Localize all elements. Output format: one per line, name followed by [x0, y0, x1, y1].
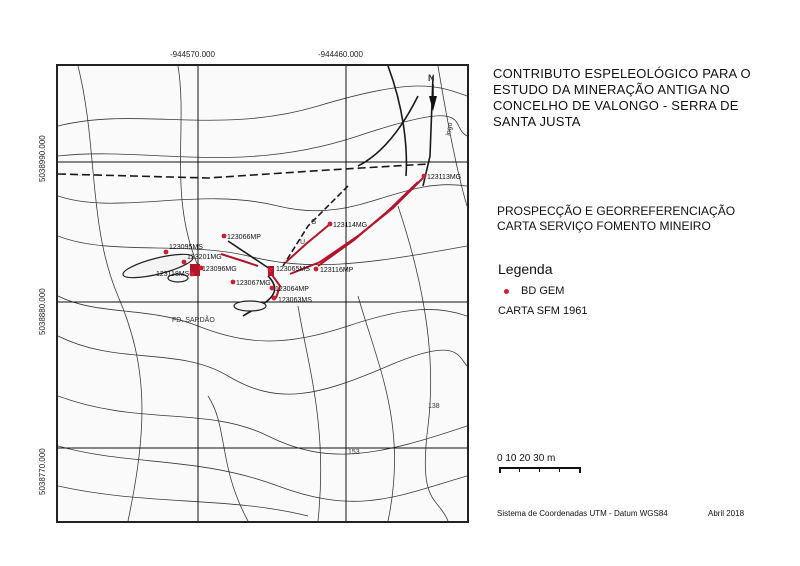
place-label-u: U [300, 239, 306, 246]
point-marker[interactable] [190, 272, 195, 277]
map-canvas[interactable] [58, 66, 467, 521]
point-label: 123118MS [156, 271, 190, 278]
legend-item-label: BD GEM [521, 285, 565, 297]
point-label: 123201MG [187, 254, 222, 261]
point-label: 123066MP [227, 234, 261, 241]
point-label: 123064MP [275, 286, 309, 293]
point-marker[interactable] [272, 296, 277, 301]
contour-lines [58, 66, 467, 521]
coord-left-1: 5038990.000 [38, 135, 47, 182]
point-label: 123113MG [427, 174, 462, 181]
map-annotations [172, 122, 454, 456]
subtitle-line-1: PROSPECÇÃO E GEORREFERENCIAÇÃO [497, 204, 736, 218]
subtitle-line-2: CARTA SERVIÇO FOMENTO MINEIRO [497, 219, 711, 233]
point-marker[interactable] [268, 268, 273, 273]
point-marker[interactable] [328, 222, 333, 227]
red-dot-icon [504, 289, 509, 294]
point-label: 123096MG [202, 266, 237, 273]
point-marker[interactable] [222, 234, 227, 239]
point-marker[interactable] [270, 286, 275, 291]
north-label: N [428, 73, 435, 83]
coord-top-2: -944460.000 [318, 50, 363, 59]
legend-note: CARTA SFM 1961 [498, 305, 588, 317]
point-marker[interactable] [422, 174, 427, 179]
point-label: 123095MS [169, 244, 203, 251]
point-marker[interactable] [231, 280, 236, 285]
point-marker[interactable] [314, 267, 319, 272]
point-label: 123067MG [236, 280, 271, 287]
coord-left-2: 5038880.000 [38, 288, 47, 335]
survey-points [156, 174, 461, 304]
map-frame[interactable] [56, 64, 469, 523]
point-marker[interactable] [164, 250, 169, 255]
place-label-138: 138 [428, 403, 440, 410]
crs-footer: Sistema de Coordenadas UTM - Datum WGS84 [497, 509, 668, 518]
road-lines [58, 66, 433, 316]
point-label: 123065MS [276, 266, 310, 273]
place-label-153: 153 [348, 449, 360, 456]
point-label: 123114MG [333, 222, 368, 229]
grid-lines [58, 66, 467, 521]
scale-bar-label: 0 10 20 30 m [497, 453, 556, 464]
point-label: 123063MS [278, 297, 312, 304]
north-arrow-icon [428, 73, 437, 111]
legend-title: Legenda [498, 261, 553, 277]
place-label-ingo: ingo [445, 122, 455, 137]
map-title: CONTRIBUTO ESPELEOLÓGICO PARA O ESTUDO DA MINERAÇÃO ANTIGA NO CONCELHO DE VALONGO - SERRA DE SANTA JUSTA [493, 66, 751, 129]
place-label-sardao: FD. SARDÃO [172, 317, 215, 324]
date-footer: Abril 2018 [708, 509, 745, 518]
coord-top-1: -944570.000 [170, 50, 215, 59]
legend-item-bd-gem [504, 285, 564, 297]
point-label: 123116MP [320, 267, 354, 274]
point-marker[interactable] [182, 260, 187, 265]
scale-bar [499, 467, 581, 472]
coord-left-3: 5038770.000 [38, 448, 47, 495]
place-label-g: G [311, 219, 317, 226]
map-subtitle [497, 204, 767, 234]
